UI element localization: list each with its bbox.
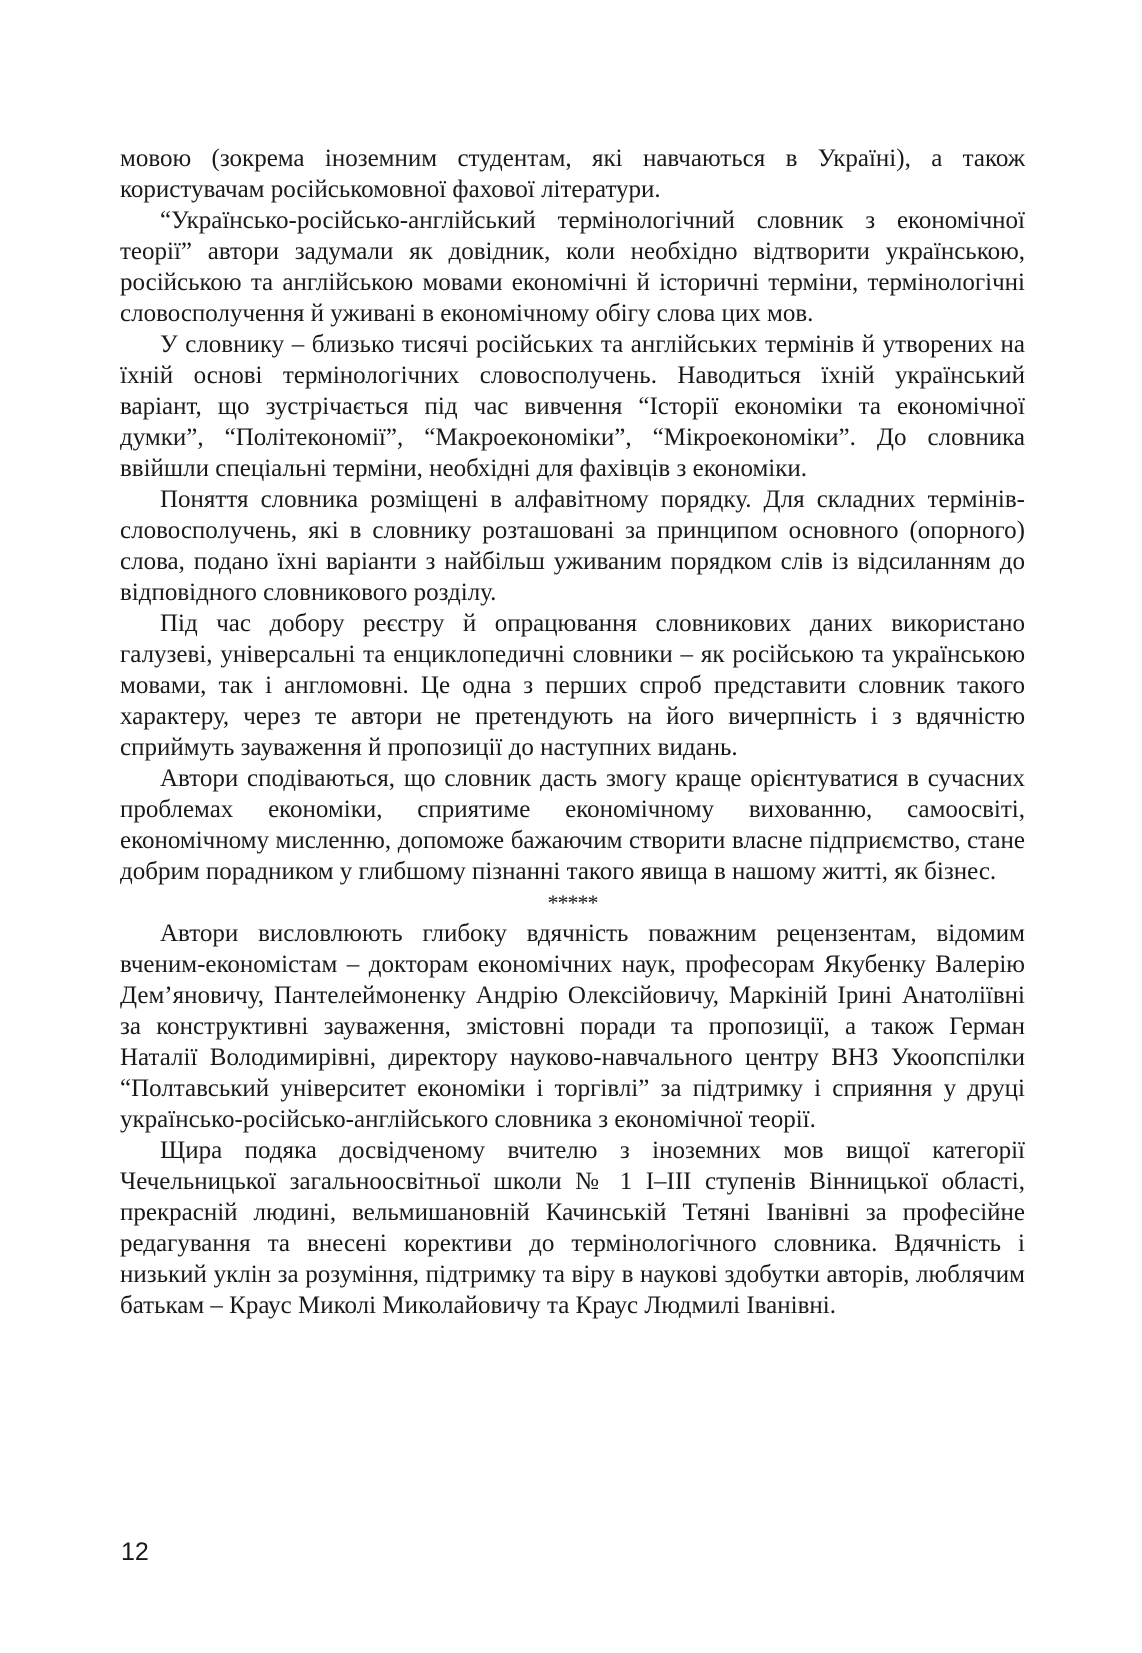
paragraph-sources: Під час добору реєстру й опрацювання словникових даних використано галузеві, універсальні та енциклопедичні словники – як російською та українською мовами, так і англомовні. Це одна з перших спроб представити словник такого характеру, через те автори не претендують на його вичерпність і з вдячністю сприймуть зауваження й пропозиції до наступних видань. — [120, 610, 1025, 761]
body-text — [120, 143, 1025, 1321]
paragraph-acknowledgements-editor: Щира подяка досвідченому вчителю з іноземних мов вищої категорії Чечельницької загальноосвітньої школи № 1 І–ІІІ ступенів Вінницької області, прекрасній людині, вельмишановній Качинській Тетяні Іванівні за професійне редагування та внесені корективи до термінологічного словника. Вдячність і низький уклін за розуміння, підтримку та віру в наукові здобутки авторів, люблячим батькам – Краус Миколі Миколайовичу та Краус Людмилі Іванівні. — [120, 1137, 1025, 1319]
paragraph-authors-hope: Автори сподіваються, що словник дасть змогу краще орієнтуватися в сучасних проблемах економіки, сприятиме економічному вихованню, самоосвіті, економічному мисленню, допоможе бажаючим створити власне підприємство, стане добрим порадником у глибшому пізнанні такого явища в нашому житті, як бізнес. — [120, 765, 1025, 885]
paragraph-dictionary-purpose: “Українсько-російсько-англійський термінологічний словник з економічної теорії” автори задумали як довідник, коли необхідно відтворити українською, російською та англійською мовами економічні й історичні терміни, термінологічні словосполучення й уживані в економічному обігу слова цих мов. — [120, 207, 1025, 327]
paragraph-continuation: мовою (зокрема іноземним студентам, які навчаються в Україні), а також користувачам російськомовної фахової літератури. — [120, 145, 1025, 203]
section-separator: ***** — [547, 890, 598, 915]
paragraph-dictionary-contents: У словнику – близько тисячі російських та англійських термінів й утворених на їхній основі термінологічних словосполучень. Наводиться їхній український варіант, що зустрічається під час вивчення “Історії економіки та економічної думки”, “Політекономії”, “Макроекономіки”, “Мікроекономіки”. До словника ввійшли спеціальні терміни, необхідні для фахівців з економіки. — [120, 331, 1025, 482]
paragraph-alphabetical-order: Поняття словника розміщені в алфавітному порядку. Для складних термінів-словосполучень, які в словнику розташовані за принципом основного (опорного) слова, подано їхні варіанти з найбільш уживаним порядком слів із відсиланням до відповідного словникового розділу. — [120, 486, 1025, 606]
page-number: 12 — [121, 1538, 149, 1566]
paragraph-acknowledgements-reviewers: Автори висловлюють глибоку вдячність поважним рецензентам, відомим вченим-економістам – докторам економічних наук, професорам Якубенку Валерію Дем’яновичу, Пантелеймоненку Андрію Олексійовичу, Маркіній Ірині Анатоліївні за конструктивні зауваження, змістовні поради та пропозиції, а також Герман Наталії Володимирівні, директору науково-навчального центру ВНЗ Укоопспілки “Полтавський університет економіки і торгівлі” за підтримку і сприяння у друці українсько-російсько-англійського словника з економічної теорії. — [120, 920, 1025, 1133]
